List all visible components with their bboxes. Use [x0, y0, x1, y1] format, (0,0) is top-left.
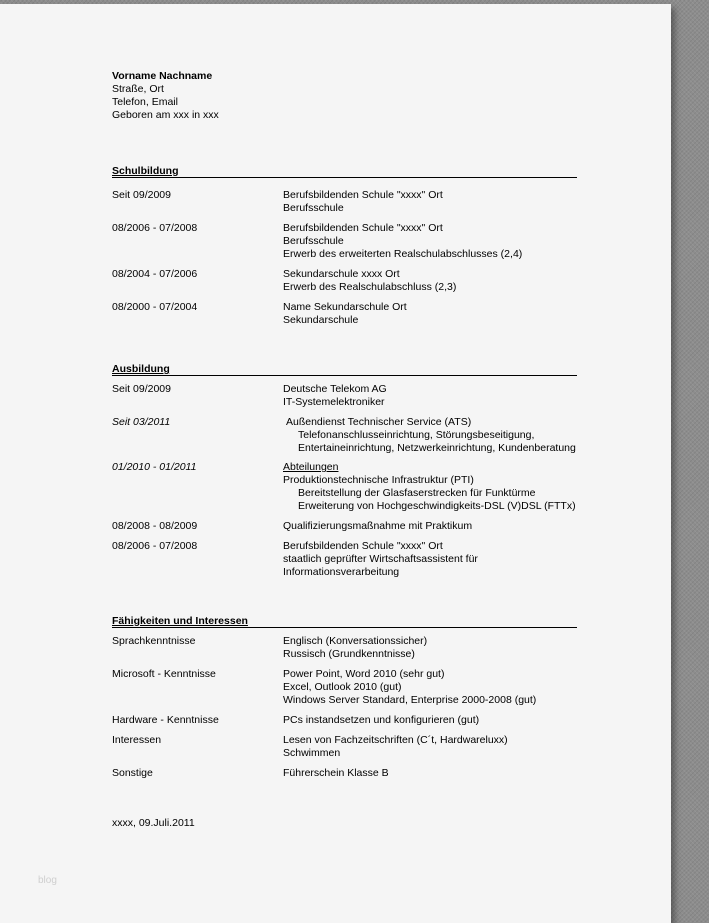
section-heading-faehigkeiten: Fähigkeiten und Interessen — [112, 615, 577, 628]
entry-line: Power Point, Word 2010 (sehr gut) — [283, 668, 445, 680]
entry-date: 08/2006 - 07/2008 — [112, 540, 198, 552]
entry-line: Russisch (Grundkenntnisse) — [283, 648, 415, 660]
section-heading-schulbildung: Schulbildung — [112, 165, 577, 178]
entry-line: Führerschein Klasse B — [283, 767, 389, 779]
cv-content — [112, 70, 582, 830]
entry-line: Name Sekundarschule Ort — [283, 301, 407, 313]
birth-info: Geboren am xxx in xxx — [112, 109, 219, 121]
list-item — [112, 668, 582, 707]
entry-label: Microsoft - Kenntnisse — [112, 668, 216, 680]
entry-line: Englisch (Konversationssicher) — [283, 635, 428, 647]
entry-date: 08/2006 - 07/2008 — [112, 222, 198, 234]
entry-line: staatlich geprüfter Wirtschaftsassistent für — [283, 553, 478, 565]
entry-line: Entertaineinrichtung, Netzwerkeinrichtung, Kundenberatung — [298, 442, 576, 454]
entry-description — [283, 383, 582, 409]
list-item — [112, 268, 582, 294]
list-item — [112, 461, 582, 513]
list-item — [112, 714, 582, 727]
entry-line: Deutsche Telekom AG — [283, 383, 387, 395]
full-name: Vorname Nachname — [112, 70, 213, 82]
entry-description — [283, 189, 582, 215]
list-item — [112, 540, 582, 579]
list-item — [112, 635, 582, 661]
personal-header — [112, 70, 582, 122]
entry-date: Seit 09/2009 — [112, 383, 171, 395]
address: Straße, Ort — [112, 83, 164, 95]
entry-line: Abteilungen — [283, 461, 339, 473]
entry-line: Informationsverarbeitung — [283, 566, 400, 578]
entry-line: Berufsschule — [283, 235, 344, 247]
entry-line: Lesen von Fachzeitschriften (C´t, Hardwareluxx) — [283, 734, 508, 746]
entry-date: 01/2010 - 01/2011 — [112, 461, 197, 473]
entry-date: Seit 09/2009 — [112, 189, 171, 201]
entry-label: Hardware - Kenntnisse — [112, 714, 219, 726]
list-item — [112, 383, 582, 409]
entry-line: IT-Systemelektroniker — [283, 396, 385, 408]
list-item — [112, 520, 582, 533]
entry-description — [283, 635, 582, 661]
entry-label: Interessen — [112, 734, 162, 746]
list-item — [112, 767, 582, 780]
entry-description — [283, 520, 582, 533]
entry-line: Telefonanschlusseinrichtung, Störungsbeseitigung, — [298, 429, 535, 441]
entry-description — [283, 734, 582, 760]
entry-date: 08/2004 - 07/2006 — [112, 268, 198, 280]
entry-description — [283, 268, 582, 294]
entry-description — [283, 668, 582, 707]
entry-line: Sekundarschule — [283, 314, 359, 326]
document-page — [0, 4, 671, 923]
list-item — [112, 301, 582, 327]
list-item — [112, 416, 582, 455]
entry-line: Sekundarschule xxxx Ort — [283, 268, 400, 280]
list-item — [112, 189, 582, 215]
section-schulbildung — [112, 189, 582, 327]
entry-line: Erwerb des erweiterten Realschulabschlusses (2,4) — [283, 248, 523, 260]
entry-description — [283, 222, 582, 261]
section-ausbildung — [112, 383, 582, 579]
entry-line: Berufsbildenden Schule "xxxx" Ort — [283, 189, 443, 201]
entry-description — [283, 767, 582, 780]
entry-description — [283, 301, 582, 327]
entry-description — [283, 540, 582, 579]
entry-description — [283, 461, 582, 513]
watermark: blog — [38, 875, 57, 886]
entry-line: Excel, Outlook 2010 (gut) — [283, 681, 402, 693]
entry-line: Produktionstechnische Infrastruktur (PTI) — [283, 474, 474, 486]
entry-line: Schwimmen — [283, 747, 341, 759]
entry-date: 08/2000 - 07/2004 — [112, 301, 198, 313]
section-faehigkeiten — [112, 635, 582, 780]
entry-line: PCs instandsetzen und konfigurieren (gut) — [283, 714, 480, 726]
entry-line: Erweiterung von Hochgeschwindigkeits-DSL (V)DSL (FTTx) — [298, 500, 576, 512]
entry-line: Berufsbildenden Schule "xxxx" Ort — [283, 540, 443, 552]
entry-line: Windows Server Standard, Enterprise 2000-2008 (gut) — [283, 694, 537, 706]
list-item — [112, 734, 582, 760]
contact: Telefon, Email — [112, 96, 178, 108]
section-heading-ausbildung: Ausbildung — [112, 363, 577, 376]
entry-line: Außendienst Technischer Service (ATS) — [286, 416, 472, 428]
entry-date: Seit 03/2011 — [112, 416, 171, 428]
entry-description — [283, 416, 582, 455]
entry-line: Berufsbildenden Schule "xxxx" Ort — [283, 222, 443, 234]
entry-description — [283, 714, 582, 727]
entry-label: Sonstige — [112, 767, 153, 779]
entry-line: Qualifizierungsmaßnahme mit Praktikum — [283, 520, 473, 532]
list-item — [112, 222, 582, 261]
entry-date: 08/2008 - 08/2009 — [112, 520, 198, 532]
place-date: xxxx, 09.Juli.2011 — [112, 817, 195, 829]
entry-line: Berufsschule — [283, 202, 344, 214]
entry-label: Sprachkenntnisse — [112, 635, 196, 647]
entry-line: Bereitstellung der Glasfaserstrecken für Funktürme — [298, 487, 536, 499]
entry-line: Erwerb des Realschulabschluss (2,3) — [283, 281, 457, 293]
